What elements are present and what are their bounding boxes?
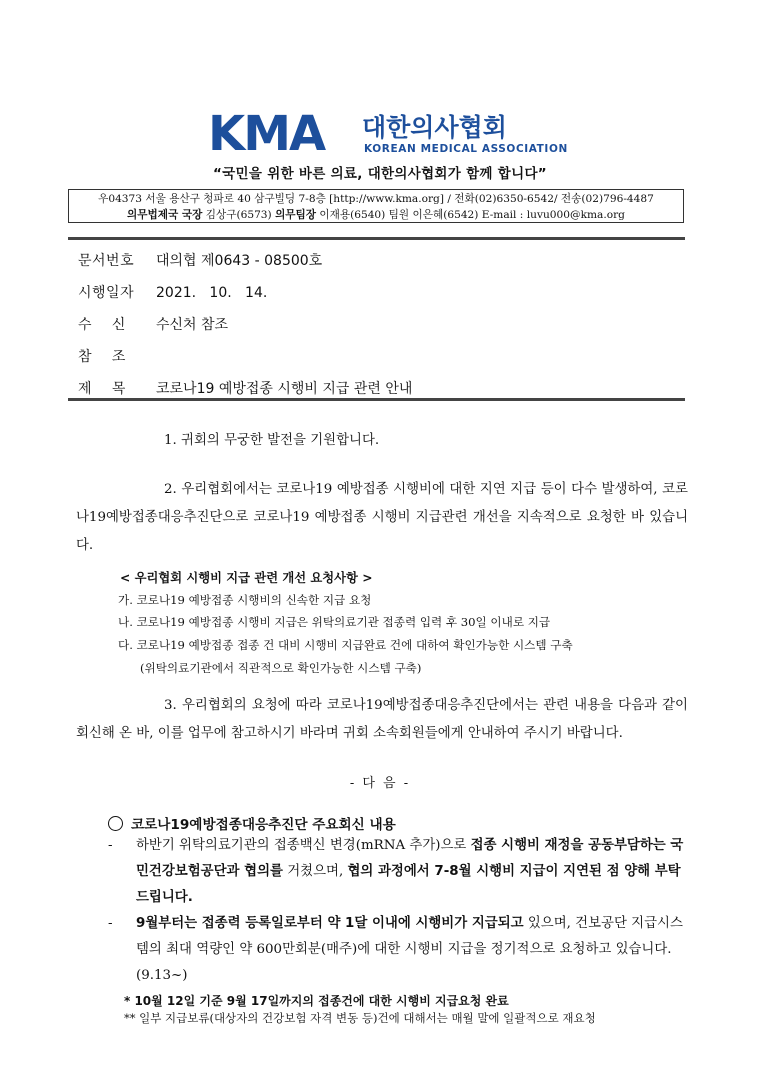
logo-letters: KMA xyxy=(208,110,325,156)
contact-box xyxy=(68,189,684,223)
paragraph-2: 2. 우리협회에서는 코로나19 예방접종 시행비에 대한 지연 지급 등이 다수 발생하여, 코로나19예방접종대응추진단으로 코로나19 예방접종 시행비 지급관련 개선을 지속적으로 요청한 바 있습니다. xyxy=(76,482,688,553)
paragraph-1: 1. 귀회의 무궁한 발전을 기원합니다. xyxy=(164,433,380,448)
doc-number-row: 문서번호 대의협 제0643 - 08500호 xyxy=(78,253,323,269)
request-item-note: (위탁의료기관에서 직관적으로 확인가능한 시스템 구축) xyxy=(140,661,422,675)
logo-org-kr: 대한의사협회 xyxy=(362,113,507,142)
kma-logo xyxy=(208,110,568,156)
date-row: 시행일자 2021. 10. 14. xyxy=(78,285,268,301)
reference-row: 참 조 xyxy=(78,349,126,365)
section-title: 코로나19예방접종대응추진단 주요회신 내용 xyxy=(108,813,396,833)
subject-row: 제 목 코로나19 예방접종 시행비 지급 관련 안내 xyxy=(78,381,413,397)
request-item: 가. 코로나19 예방접종 시행비의 신속한 지급 요청 xyxy=(118,593,372,607)
footnote-2: ** 일부 지급보류(대상자의 건강보험 자격 변동 등)건에 대해서는 매월 말에 일괄적으로 재요청 xyxy=(124,1011,596,1025)
recipient-row: 수 신 수신처 참조 xyxy=(78,317,229,333)
contact-address: 우04373 서울 용산구 청파로 40 삼구빌딩 7-8층 [http://www.kma.org] / 전화(02)6350-6542/ 전송(02)796-4487 xyxy=(98,193,654,205)
request-list-title: < 우리협회 시행비 지급 관련 개선 요청사항 > xyxy=(120,571,373,585)
contact-people: 의무법제국 국장 김상구(6573) 의무팀장 이재용(6540) 팀원 이은혜(6542) E-mail : luvu000@kma.org xyxy=(127,209,625,221)
circle-bullet-icon xyxy=(108,816,123,831)
request-item: 다. 코로나19 예방접종 접종 건 대비 시행비 지급완료 건에 대하여 확인가능한 시스템 구축 xyxy=(118,638,573,652)
motto: “국민을 위한 바른 의료, 대한의사협회가 함께 합니다” xyxy=(213,166,547,182)
paragraph-3: 3. 우리협회의 요청에 따라 코로나19예방접종대응추진단에서는 관련 내용을 다음과 같이 회신해 온 바, 이를 업무에 참고하시기 바라며 귀회 소속회원들에게 안내하여 주시기 바랍니다. xyxy=(76,698,688,741)
reply-item-2: - 9월부터는 접종력 등록일로부터 약 1달 이내에 시행비가 지급되고 있으며, 건보공단 지급시스템의 최대 역량인 약 600만회분(매주)에 대한 시행비 지급을 정기적으로 요청하고 있습니다.(9.13~) xyxy=(108,916,683,983)
header-rule-top xyxy=(68,237,685,240)
header-rule-bottom xyxy=(68,398,685,401)
request-item: 나. 코로나19 예방접종 시행비 지급은 위탁의료기관 접종력 입력 후 30일 이내로 지급 xyxy=(118,615,551,629)
reply-item-1: - 하반기 위탁의료기관의 접종백신 변경(mRNA 추가)으로 접종 시행비 재정을 공동부담하는 국민건강보험공단과 협의를 거쳤으며, 협의 과정에서 7-8월 시행비 지급이 지연된 점 양해 부탁드립니다. xyxy=(108,838,684,905)
separator: - 다 음 - xyxy=(349,776,411,791)
footnote-1: * 10월 12일 기준 9월 17일까지의 접종건에 대한 시행비 지급요청 완료 xyxy=(124,994,509,1008)
logo-org-en: KOREAN MEDICAL ASSOCIATION xyxy=(364,143,568,155)
